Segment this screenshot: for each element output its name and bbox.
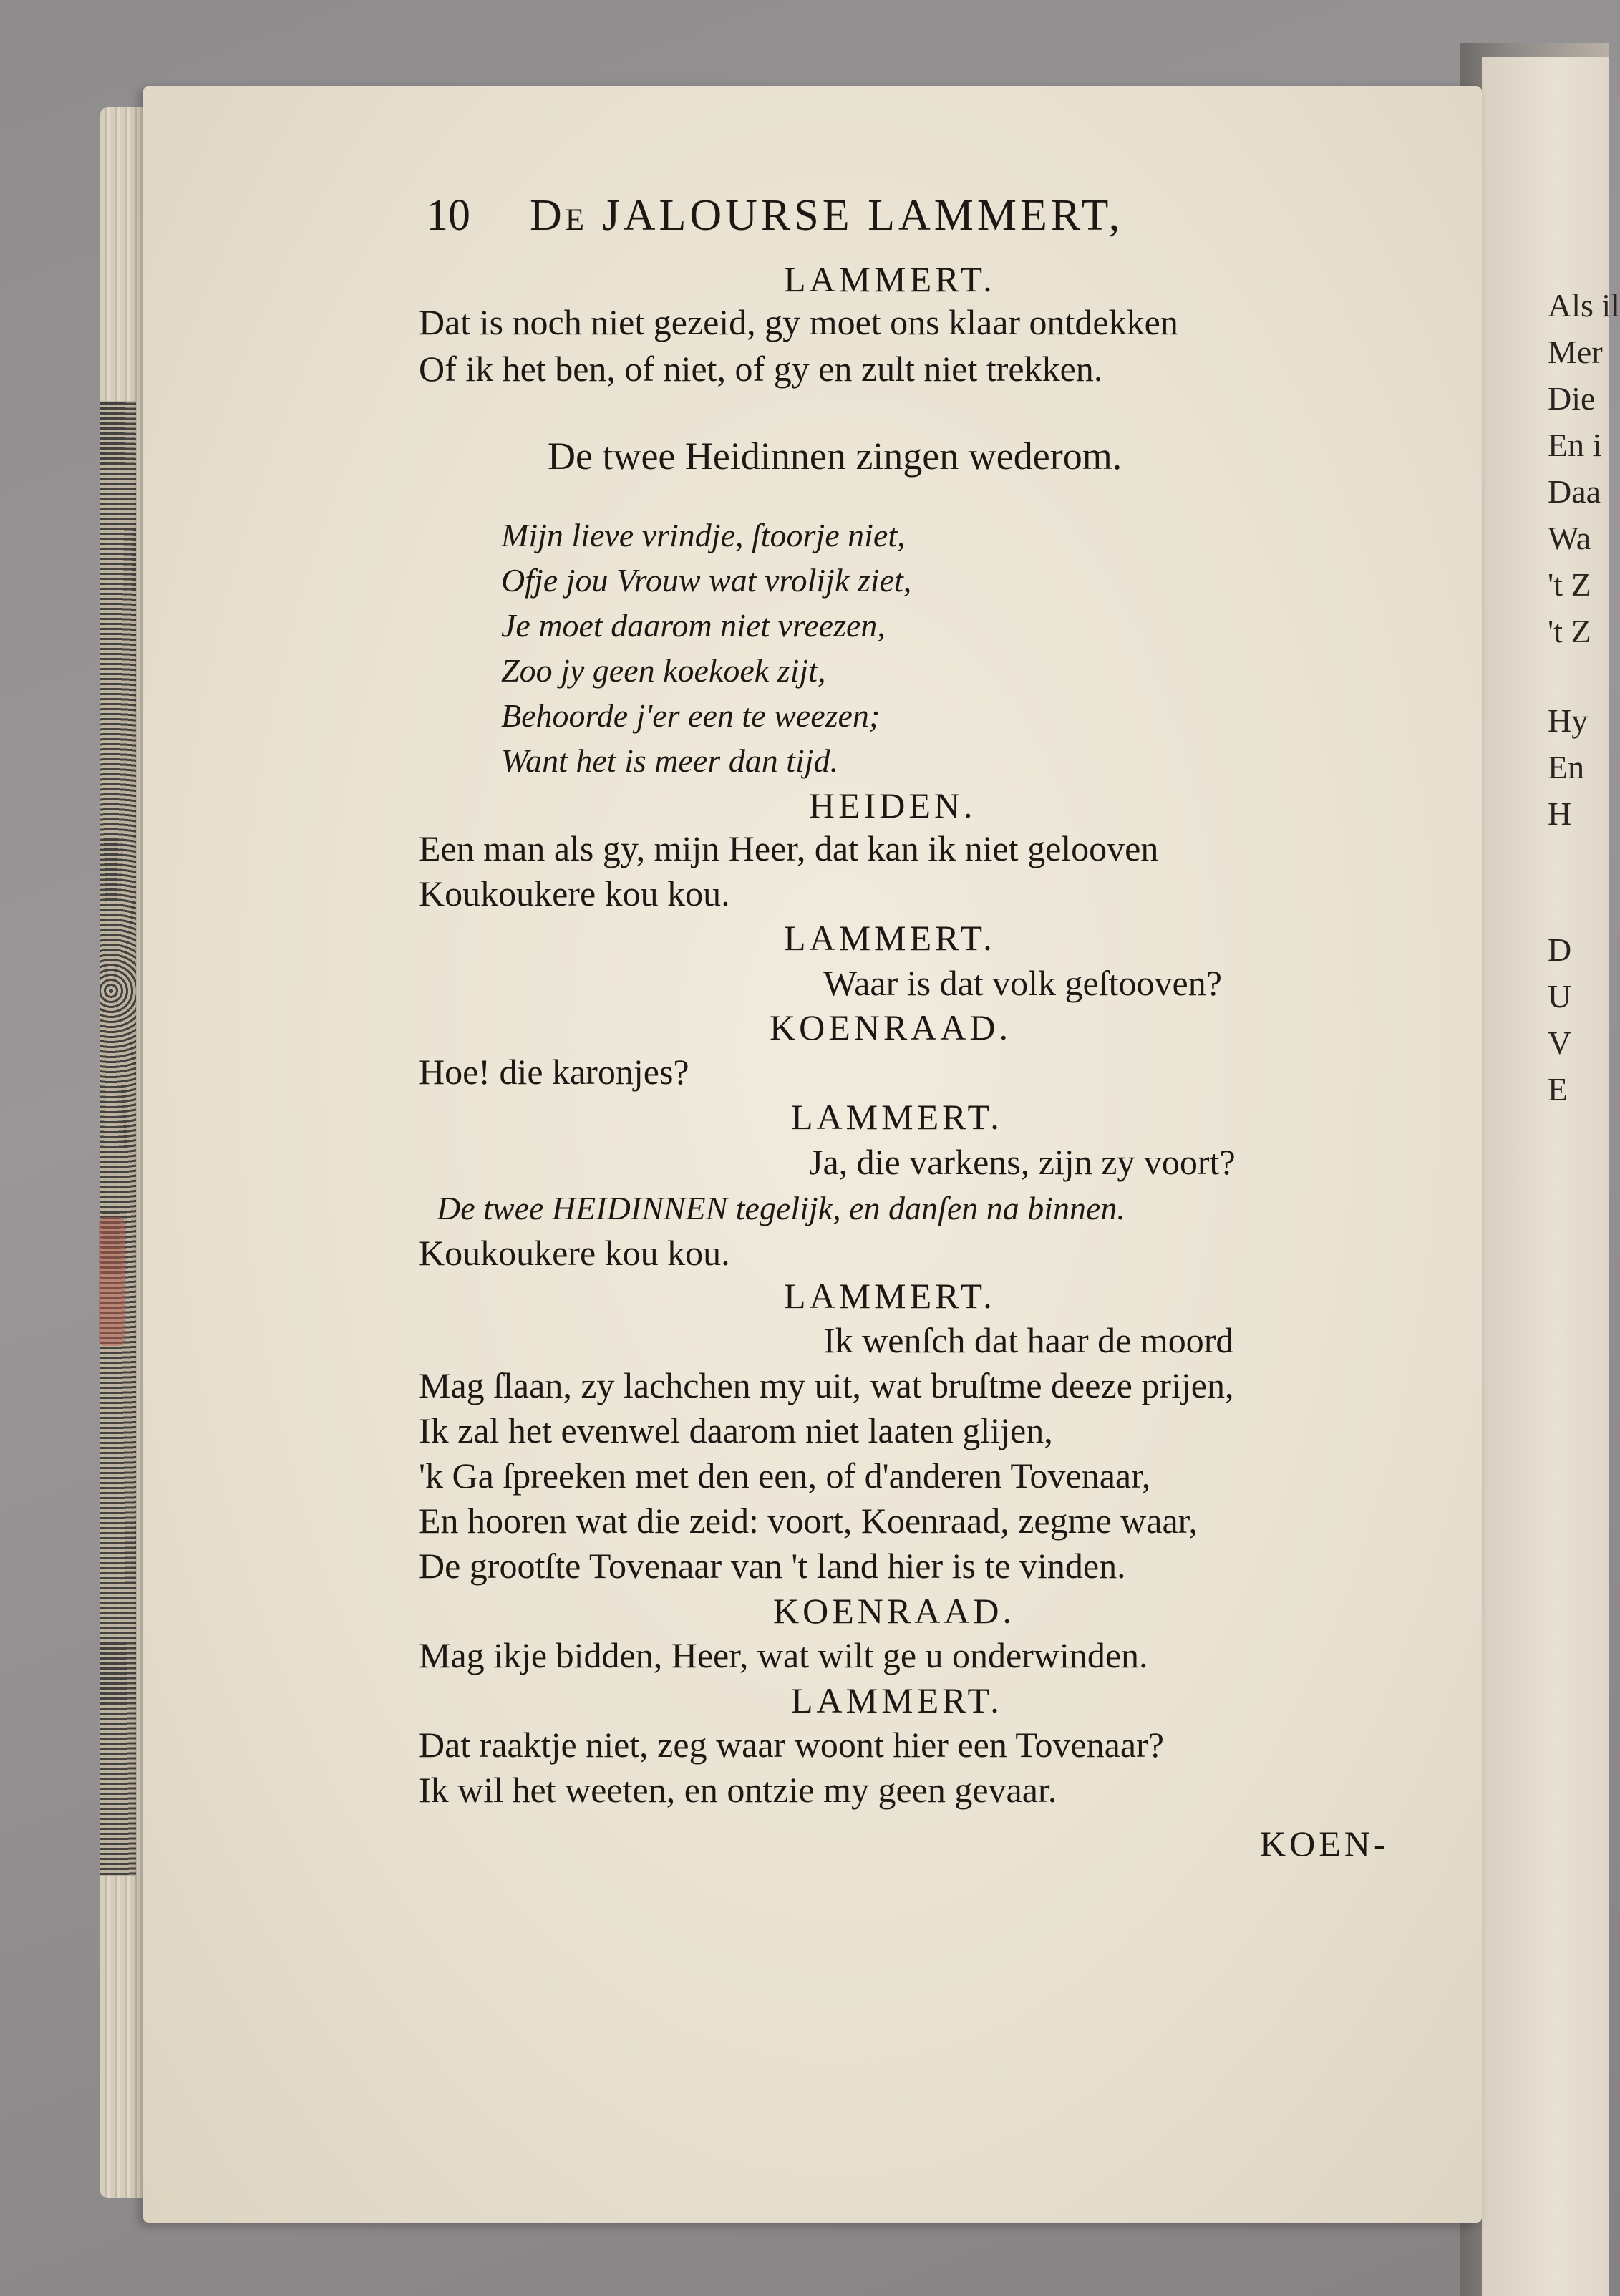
verse-line: 'k Ga ſpreeken met den een, of d'anderen Tovenaar,: [419, 1455, 1151, 1496]
speaker-name: LAMMERT.: [784, 259, 996, 299]
running-head: De JALOURSE LAMMERT,: [530, 191, 1124, 240]
facing-page-fragment: 't Z: [1548, 566, 1591, 603]
stage-direction: De twee Heidinnen zingen wederom.: [548, 435, 1122, 478]
facing-page-fragment: 't Z: [1548, 613, 1591, 649]
facing-page-fragment: E: [1548, 1071, 1568, 1108]
facing-page-fragment: V: [1548, 1025, 1572, 1061]
stage-direction: De twee HEIDINNEN tegelijk, en danſen na binnen.: [437, 1190, 1125, 1226]
facing-page-fragment: Hy: [1548, 702, 1589, 739]
song-line: Ofje jou Vrouw wat vrolijk ziet,: [501, 562, 912, 599]
verse-line: Ik wil het weeten, en ontzie my geen gevaar.: [419, 1770, 1057, 1810]
verse-line: De grootſte Tovenaar van 't land hier is te vinden.: [419, 1546, 1126, 1586]
speaker-name: HEIDEN.: [809, 785, 976, 825]
edge-stain: [99, 1217, 125, 1346]
verse-line: Koukoukere kou kou.: [419, 1233, 730, 1273]
verse-line: Mag ikje bidden, Heer, wat wilt ge u onderwinden.: [419, 1635, 1148, 1675]
facing-page-fragment: Wa: [1548, 520, 1591, 556]
verse-line: Dat is noch niet gezeid, gy moet ons klaar ontdekken: [419, 302, 1178, 342]
verse-line: Mag ſlaan, zy lachchen my uit, wat bruſtme deeze prijen,: [419, 1365, 1234, 1405]
verse-line: Ja, die varkens, zijn zy voort?: [809, 1142, 1236, 1182]
verse-line: Ik wenſch dat haar de moord: [823, 1320, 1234, 1360]
facing-page: [1482, 57, 1620, 2296]
speaker-name: LAMMERT.: [784, 1276, 996, 1316]
facing-page-fragment: U: [1548, 978, 1572, 1014]
speaker-name: LAMMERT.: [791, 1097, 1003, 1137]
song-line: Je moet daarom niet vreezen,: [501, 607, 886, 644]
verse-line: Koukoukere kou kou.: [419, 873, 730, 914]
verse-line: Of ik het ben, of niet, of gy en zult niet trekken.: [419, 349, 1103, 389]
verse-line: Ik zal het evenwel daarom niet laaten glijen,: [419, 1410, 1053, 1450]
facing-page-fragment: Als il: [1548, 287, 1620, 324]
facing-page-fragment: En i: [1548, 427, 1602, 463]
speaker-name: LAMMERT.: [784, 918, 996, 958]
facing-page-fragment: D: [1548, 931, 1572, 968]
verse-line: Waar is dat volk geſtooven?: [823, 963, 1222, 1003]
speckled-edge: [100, 401, 136, 1876]
facing-page-fragment: Daa: [1548, 473, 1601, 510]
facing-page-fragment: Die: [1548, 380, 1596, 417]
book-page: [143, 86, 1482, 2223]
song-line: Behoorde j'er een te weezen;: [501, 697, 881, 734]
song-line: Want het is meer dan tijd.: [501, 742, 839, 779]
verse-line: Dat raaktje niet, zeg waar woont hier een Tovenaar?: [419, 1725, 1164, 1765]
catchword: KOEN-: [1260, 1823, 1389, 1864]
speaker-name: LAMMERT.: [791, 1680, 1003, 1720]
speaker-name: KOENRAAD.: [770, 1007, 1012, 1047]
song-line: Zoo jy geen koekoek zijt,: [501, 652, 826, 689]
song-line: Mijn lieve vrindje, ſtoorje niet,: [501, 517, 906, 553]
verse-line: En hooren wat die zeid: voort, Koenraad, zegme waar,: [419, 1501, 1198, 1541]
facing-page-fragment: Mer: [1548, 334, 1603, 370]
verse-line: Een man als gy, mijn Heer, dat kan ik niet gelooven: [419, 828, 1159, 868]
facing-page-fragment: En: [1548, 749, 1585, 785]
speaker-name: KOENRAAD.: [773, 1591, 1016, 1631]
page-number: 10: [426, 191, 470, 240]
facing-page-fragment: H: [1548, 795, 1572, 832]
verse-line: Hoe! die karonjes?: [419, 1052, 689, 1092]
